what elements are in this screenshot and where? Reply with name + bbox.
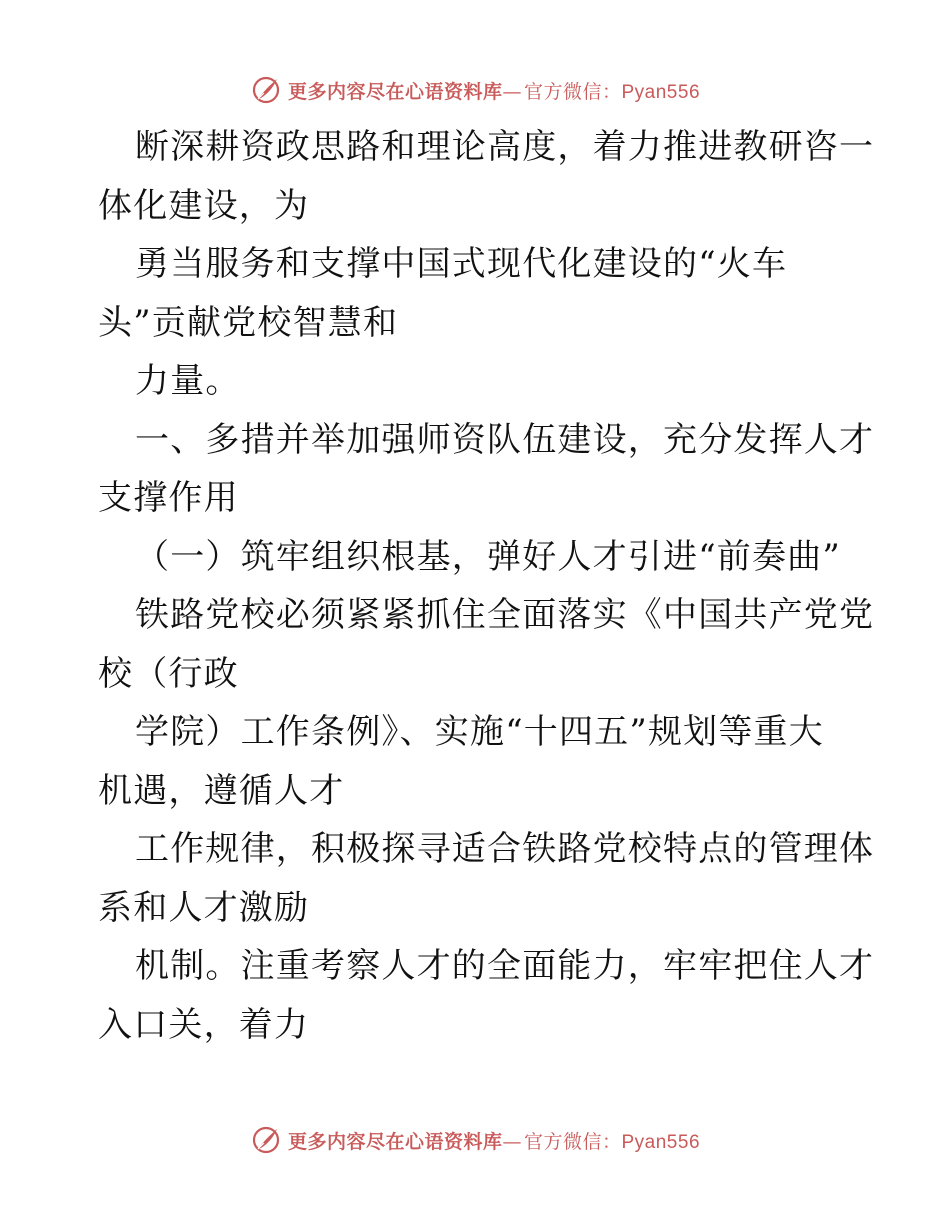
body-line: 校（行政: [98, 653, 239, 694]
banner-dash: —: [502, 1130, 522, 1153]
body-line: 断深耕资政思路和理论高度，着力推进教研咨一: [135, 127, 875, 167]
body-line: 机制。注重考察人才的全面能力，牢牢把住人才: [135, 946, 875, 986]
banner-dash: —: [502, 80, 522, 103]
banner-contact: [524, 77, 700, 104]
banner-wechat-label: 官方微信：: [523, 80, 622, 103]
section-heading: 一、多措并举加强师资队伍建设，充分发挥人才: [135, 419, 875, 460]
banner-wechat-account: Pyan556: [621, 81, 701, 103]
header-banner: [0, 70, 950, 110]
body-line: 力量。: [135, 361, 241, 401]
banner-text: [288, 77, 700, 104]
quill-pen-logo-icon: [250, 1124, 282, 1156]
banner-text: [288, 1127, 700, 1154]
quill-pen-logo-icon: [250, 74, 282, 106]
footer-banner: [0, 1120, 950, 1160]
body-line: 头”贡献党校智慧和: [98, 302, 399, 343]
body-line: 工作规律，积极探寻适合铁路党校特点的管理体: [135, 829, 875, 869]
body-line: 铁路党校必须紧紧抓住全面落实《中国共产党党: [135, 595, 875, 635]
banner-wechat-label: 官方微信：: [523, 1130, 622, 1153]
body-line: 机遇，遵循人才: [98, 770, 345, 811]
body-line: 系和人才激励: [98, 887, 310, 928]
banner-site-name: 更多内容尽在心语资料库: [287, 80, 503, 103]
body-line: 勇当服务和支撑中国式现代化建设的“火车: [135, 244, 788, 284]
banner-site-name: 更多内容尽在心语资料库: [287, 1130, 503, 1153]
document-body: [98, 118, 875, 1054]
body-line: 学院）工作条例》、实施“十四五”规划等重大: [135, 712, 824, 752]
banner-wechat-account: Pyan556: [621, 1131, 701, 1153]
subsection-heading: （一）筑牢组织根基，弹好人才引进“前奏曲”: [135, 536, 841, 577]
body-line: 入口关，着力: [98, 1004, 310, 1045]
section-heading-continued: 支撑作用: [98, 478, 239, 518]
banner-contact: [524, 1127, 700, 1154]
body-line: 体化建设，为: [98, 185, 310, 226]
